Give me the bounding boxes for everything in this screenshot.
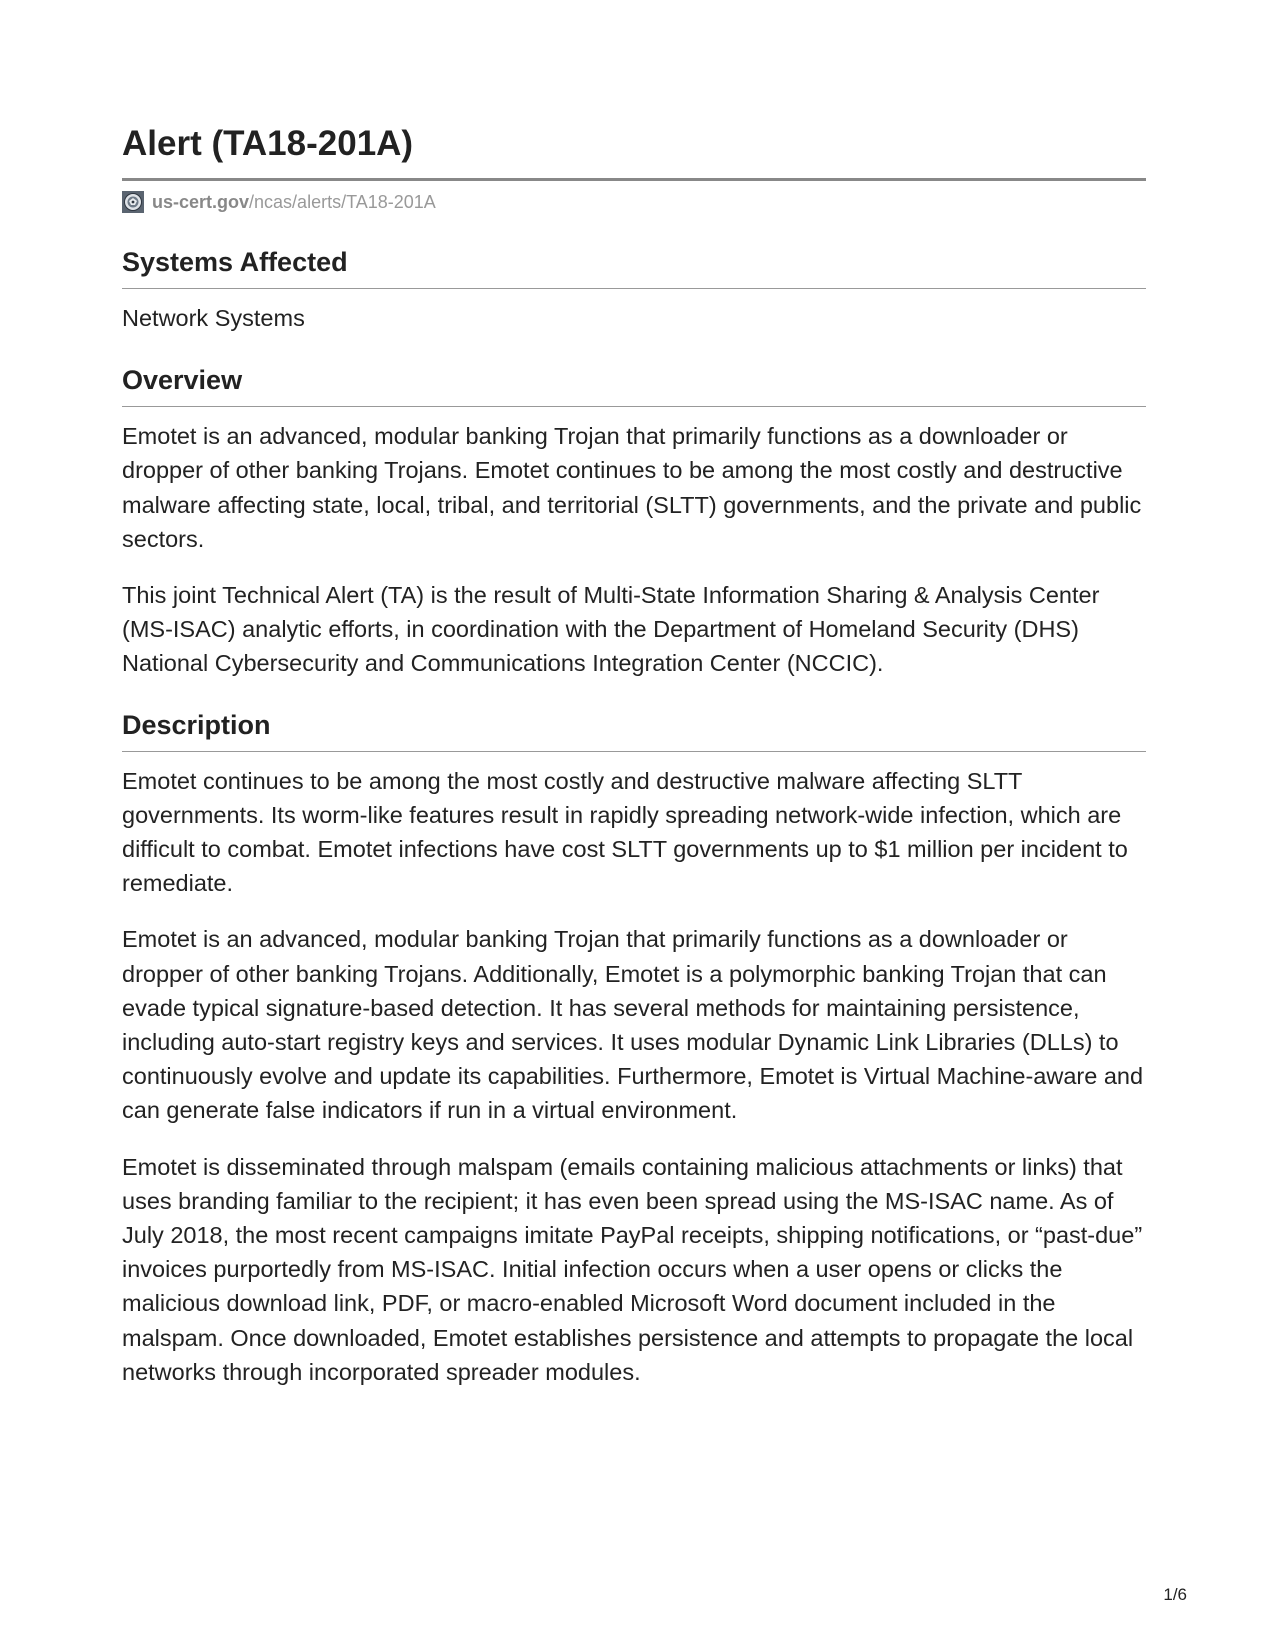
description-paragraph-3: Emotet is disseminated through malspam (emails containing malicious attachments or links) that uses branding familiar to the recipient; it has even been spread using the MS-ISAC name. As of July 2018, the most recent campaigns imitate PayPal receipts, shipping notifications, or “past-due” invoices purportedly from MS-ISAC. Initial infection occurs when a user opens or clicks the malicious download link, PDF, or macro-enabled Microsoft Word document included in the malspam. Once downloaded, Emotet establishes persistence and attempts to propagate the local networks through incorporated spreader modules. bbox=[122, 1153, 1143, 1385]
source-link[interactable] bbox=[122, 190, 1146, 214]
document-page bbox=[122, 124, 1146, 1389]
overview-paragraph-2: This joint Technical Alert (TA) is the result of Multi-State Information Sharing & Analysis Center (MS-ISAC) analytic efforts, in coordination with the Department of Homeland Security (DHS) National Cybersecurity and Communications Integration Center (NCCIC). bbox=[122, 582, 1100, 677]
description-paragraph-1: Emotet continues to be among the most costly and destructive malware affecting SLTT governments. Its worm-like features result in rapidly spreading network-wide infection, which are difficult to combat. Emotet infections have cost SLTT governments up to $1 million per incident to remediate. bbox=[122, 767, 1128, 897]
overview-heading: Overview bbox=[122, 364, 1146, 407]
dhs-seal-icon bbox=[122, 191, 144, 213]
overview-paragraph-1: Emotet is an advanced, modular banking Trojan that primarily functions as a downloader or dropper of other banking Trojans. Emotet continues to be among the most costly and destructive malware affecting state, local, tribal, and territorial (SLTT) governments, and the private and public sectors. bbox=[122, 423, 1142, 552]
description-heading: Description bbox=[122, 709, 1146, 752]
overview-body bbox=[122, 419, 1146, 680]
systems-affected-text: Network Systems bbox=[122, 305, 305, 331]
page-title: Alert (TA18-201A) bbox=[122, 124, 1146, 181]
description-paragraph-2: Emotet is an advanced, modular banking Trojan that primarily functions as a downloader or dropper of other banking Trojans. Additionally, Emotet is a polymorphic banking Trojan that can evade typical signature-based detection. It has several methods for maintaining persistence, including auto-start registry keys and services. It uses modular Dynamic Link Libraries (DLLs) to continuously evolve and update its capabilities. Furthermore, Emotet is Virtual Machine-aware and can generate false indicators if run in a virtual environment. bbox=[122, 926, 1144, 1124]
systems-affected-heading: Systems Affected bbox=[122, 246, 1146, 289]
systems-affected-body bbox=[122, 301, 1146, 335]
page-number: 1/6 bbox=[1163, 1585, 1187, 1604]
source-path[interactable]: /ncas/alerts/TA18-201A bbox=[249, 191, 436, 212]
description-body bbox=[122, 764, 1146, 1389]
source-domain[interactable]: us-cert.gov bbox=[152, 191, 250, 212]
